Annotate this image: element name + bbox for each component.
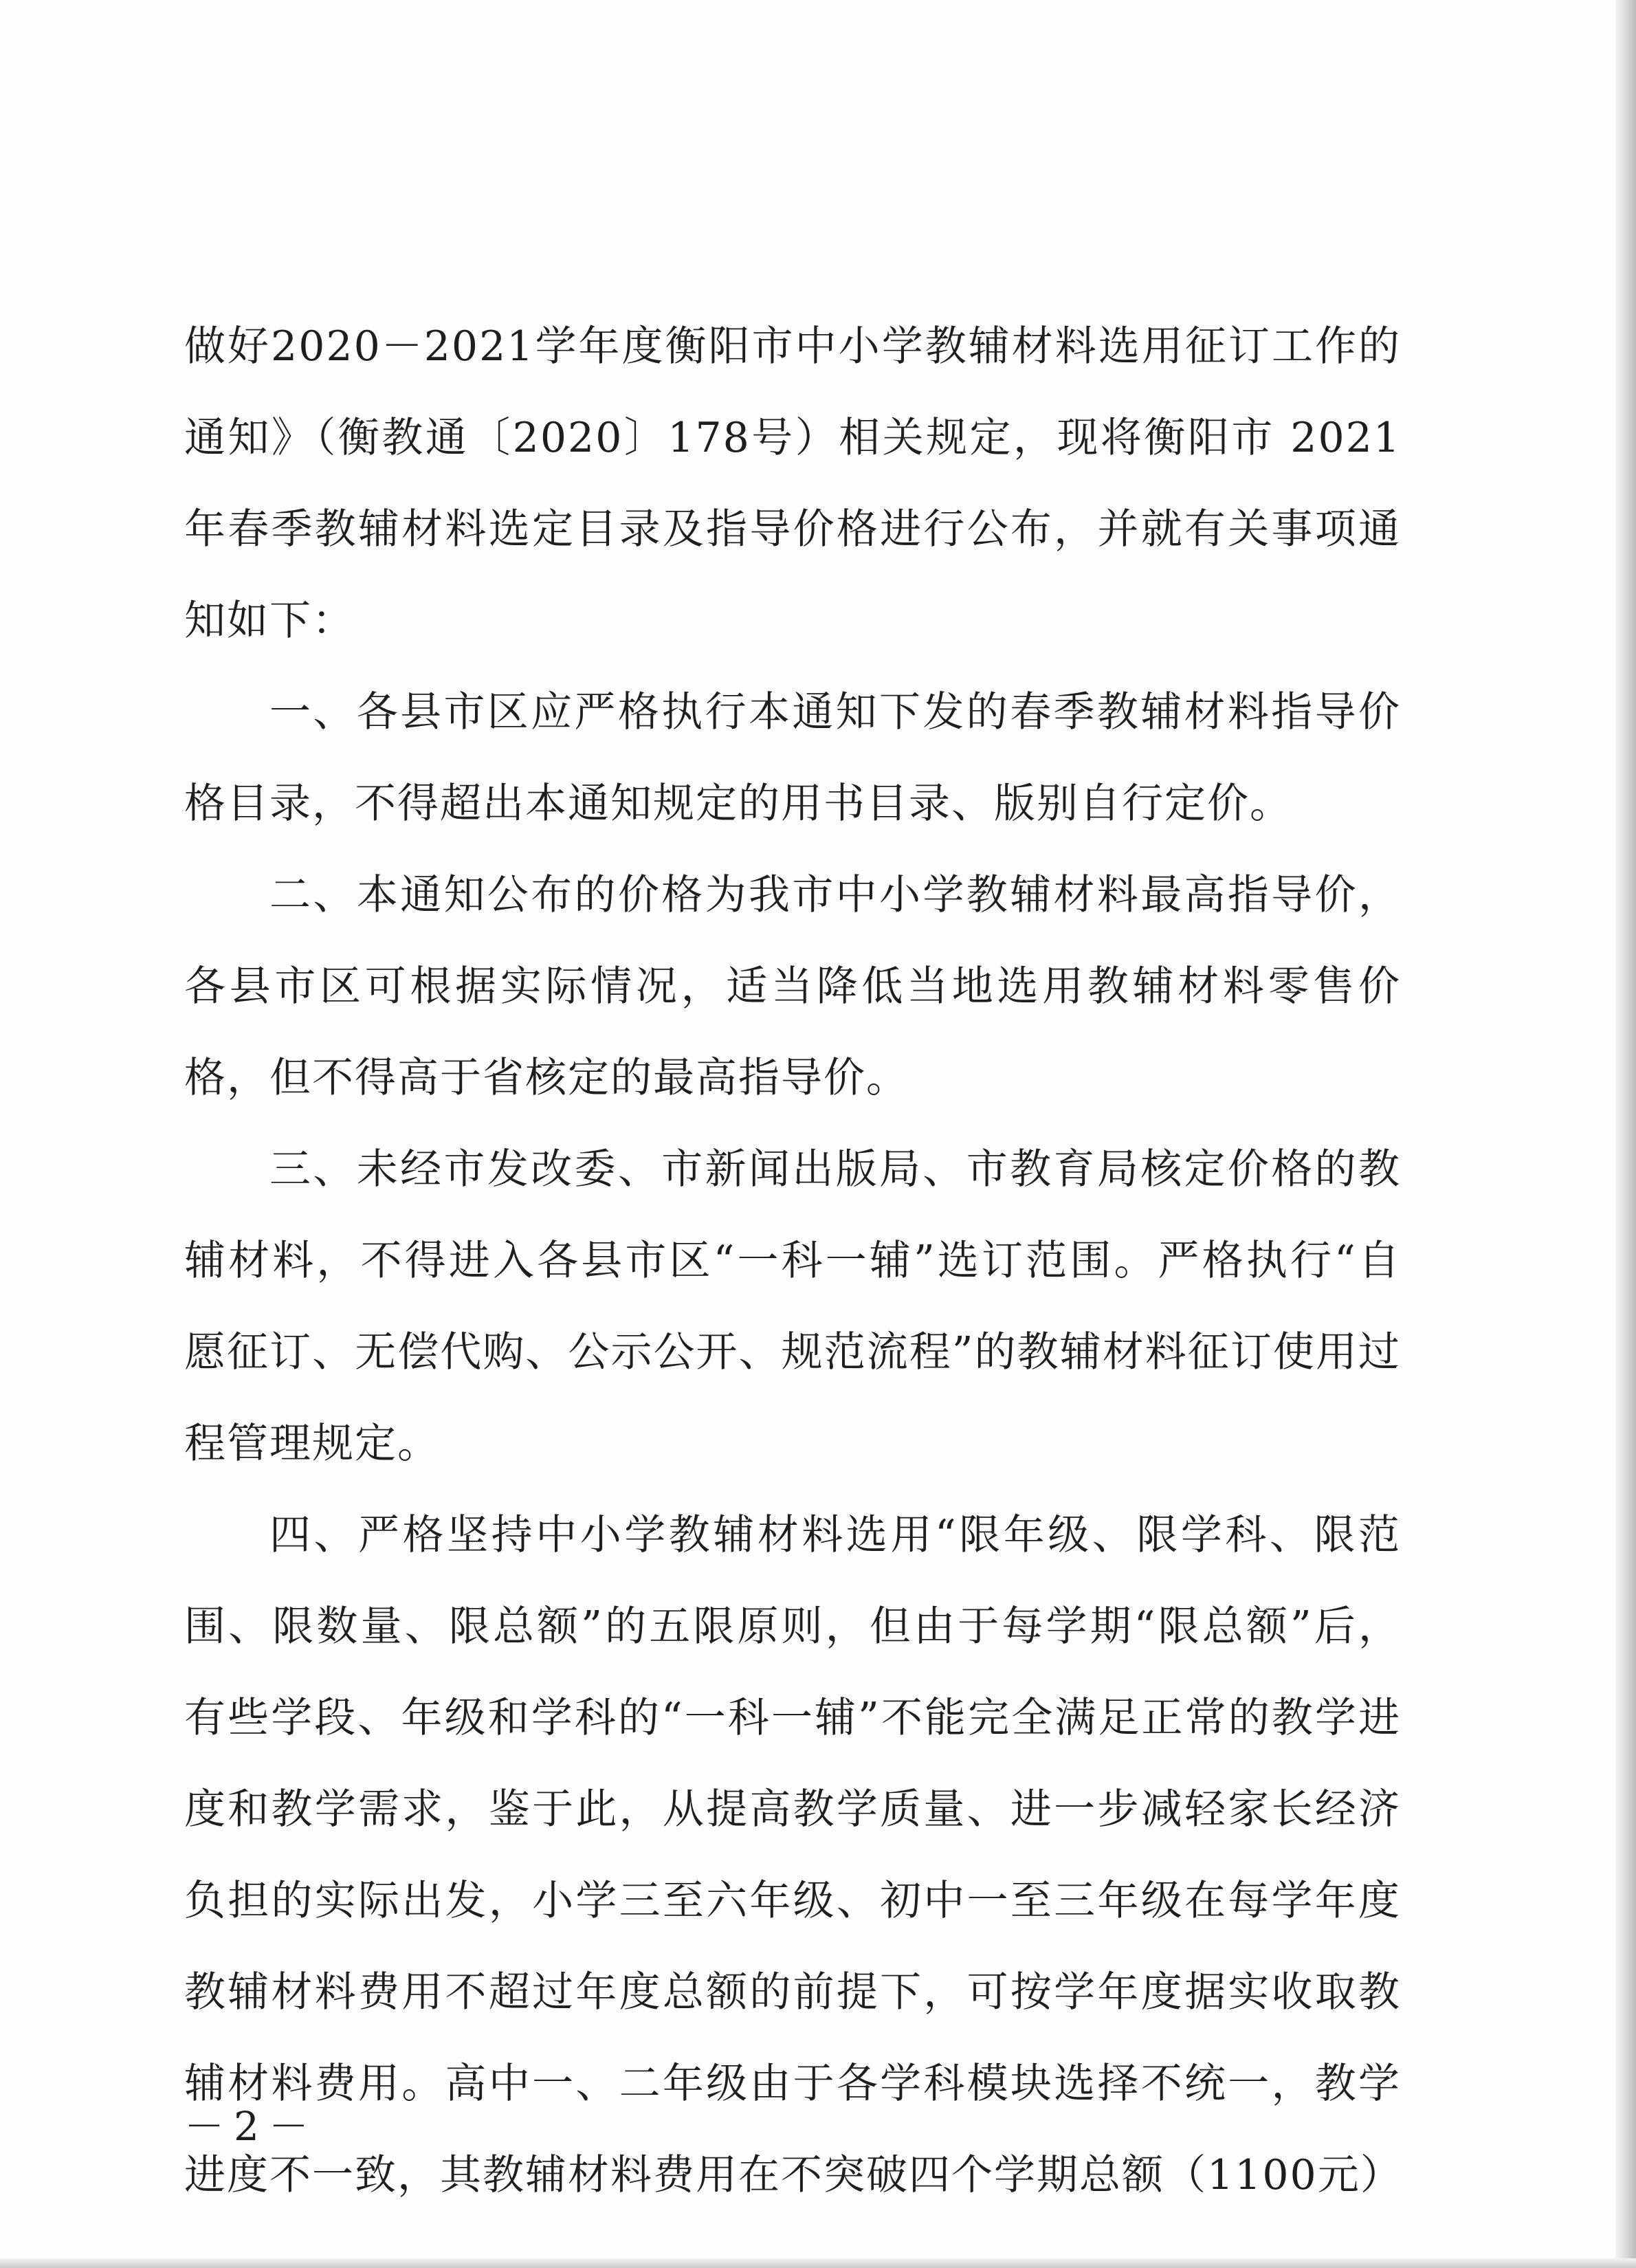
scan-right-edge — [1615, 0, 1636, 2268]
document-body — [184, 301, 1401, 2221]
scan-bottom-edge — [0, 2258, 1636, 2268]
paragraph-item-4: 四、严格坚持中小学教辅材料选用“限年级、限学科、限范围、限数量、限总额”的五限原则，但由于每学期“限总额”后，有些学段、年级和学科的“一科一辅”不能完全满足正常的教学进度和教学需求，鉴于此，从提高教学质量、进一步减轻家长经济负担的实际出发，小学三至六年级、初中一至三年级在每学年度教辅材料费用不超过年度总额的前提下，可按学年度据实收取教辅材料费用。高中一、二年级由于各学科模块选择不统一，教学进度不一致，其教辅材料费用在不突破四个学期总额（1100元） — [184, 1511, 1403, 2199]
paragraph-item-2: 二、本通知公布的价格为我市中小学教辅材料最高指导价，各县市区可根据实际情况，适当降低当地选用教辅材料零售价格，但不得高于省核定的最高指导价。 — [184, 871, 1401, 1102]
paragraph-intro-continuation: 做好2020－2021学年度衡阳市中小学教辅材料选用征订工作的通知》（衡教通〔2020〕178号）相关规定，现将衡阳市 2021年春季教辅材料选定目录及指导价格进行公布，并就有关事项通知如下： — [184, 322, 1401, 645]
page-number: －2－ — [184, 2103, 318, 2150]
paragraph-item-3: 三、未经市发改委、市新闻出版局、市教育局核定价格的教辅材料，不得进入各县市区“一科一辅”选订范围。严格执行“自愿征订、无偿代购、公示公开、规范流程”的教辅材料征订使用过程管理规定。 — [184, 1145, 1401, 1468]
paragraph-item-1: 一、各县市区应严格执行本通知下发的春季教辅材料指导价格目录，不得超出本通知规定的用书目录、版别自行定价。 — [184, 688, 1401, 828]
